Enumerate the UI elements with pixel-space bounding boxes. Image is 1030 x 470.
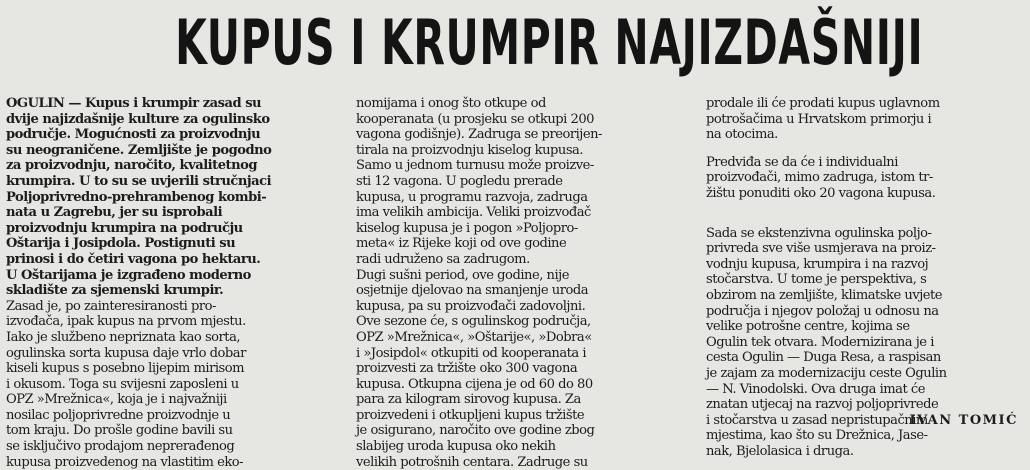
text-line: je osigurano, naročito ove godine zbog	[356, 423, 595, 439]
text-line: vagona godišnje). Zadruga se preorijen-	[356, 127, 602, 143]
text-line: proizvesti za tržište oko 300 vagona	[356, 361, 578, 377]
text-line: je zajam za modernizaciju ceste Ogulin	[706, 365, 947, 381]
text-line: nak, Bjelolasica i druga.	[706, 443, 854, 459]
text-line: nosilac poljoprivredne proizvodnje u	[6, 407, 231, 423]
text-line: Ogulin tek otvara. Modernizirana je i	[706, 334, 934, 350]
text-line: i »Josipdol« otkupiti od kooperanata i	[356, 345, 587, 361]
text-line: i okusom. Toga su svijesni zaposleni u	[6, 376, 239, 392]
text-line: područja i njegov položaj u odnosu na	[706, 303, 939, 319]
text-line: kiselog kupusa je i pogon »Poljopro-	[356, 220, 578, 236]
text-line: proizvedeni i otkupljeni kupus tržište	[356, 407, 585, 423]
text-line: Zasad je, po zainteresiranosti pro-	[6, 298, 216, 314]
text-line: su neograničene. Zemljište je pogodno	[6, 142, 272, 158]
text-line: ima velikih ambicija. Veliki proizvođač	[356, 205, 591, 221]
text-line: slabijeg uroda kupusa oko nekih	[356, 439, 556, 455]
text-line: žištu ponuditi oko 20 vagona kupusa.	[706, 185, 936, 201]
text-line: Iako je službeno nepriznata kao sorta,	[6, 329, 241, 345]
text-line: kupusa, pa su proizvođači zadovoljni.	[356, 298, 586, 314]
text-line: područje. Mogućnosti za proizvodnju	[6, 127, 261, 143]
paragraph-gap	[706, 143, 1024, 155]
text-line: privreda sve više usmjerava na proiz-	[706, 241, 936, 257]
text-line: cesta Ogulin — Duga Resa, a raspisan	[706, 350, 941, 366]
text-line: velike potrošne centre, kojima se	[706, 319, 910, 335]
text-line: para za kilogram sirovog kupusa. Za	[356, 392, 581, 408]
text-line: Ove sezone će, s ogulinskog područja,	[356, 314, 591, 330]
text-line: velikih potrošnih centara. Zadruge su	[356, 454, 588, 470]
article-column-2	[356, 96, 692, 470]
paragraph-gap	[706, 202, 1024, 226]
text-line: Poljoprivredno-prehrambenog kombi-	[6, 189, 267, 205]
text-line: ogulinska sorta kupusa daje vrlo dobar	[6, 345, 246, 361]
text-line: proizvodnju krumpira na području	[6, 220, 243, 236]
text-line: prodale ili će prodati kupus uglavnom	[706, 96, 940, 111]
text-line: i stočarstva u zasad nepristupačnim	[706, 412, 928, 428]
text-line: sti 12 vagona. U pogledu prerade	[356, 173, 563, 189]
text-line: OGULIN — Kupus i krumpir zasad su	[6, 96, 262, 111]
text-line: Predviđa se da će i individualni	[706, 154, 898, 170]
text-line: za proizvodnju, naročito, kvalitetnog	[6, 158, 257, 174]
text-line: se isključivo prodajom neprerađenog	[6, 439, 235, 455]
text-line: krumpira. U to su se uvjerili stručnjaci	[6, 173, 272, 189]
text-line: nomijama i onog što otkupe od	[356, 96, 546, 111]
article-column-1	[6, 96, 342, 470]
text-line: kiseli kupus s posebno lijepim mirisom	[6, 361, 245, 377]
text-line: Sada se ekstenzivna ogulinska poljo-	[706, 225, 932, 241]
text-line: kupusa, u programu razvoja, zadruga	[356, 189, 588, 205]
text-line: izvođača, ipak kupus na prvom mjestu.	[6, 314, 246, 330]
text-line: Samo u jednom turnusu može proizve-	[356, 158, 594, 174]
text-line: obzirom na zemljište, klimatske uvjete	[706, 287, 943, 303]
text-line: Oštarija i Josipdola. Postignuti su	[6, 236, 236, 252]
text-line: osjetnije djelovao na smanjenje uroda	[356, 283, 589, 299]
byline: IVAN TOMIĆ	[909, 413, 1018, 428]
text-line: nata u Zagrebu, jer su isprobali	[6, 205, 223, 221]
text-line: proizvođači, mimo zadruga, istom tr-	[706, 170, 933, 186]
text-line: prinosi i do četiri vagona po hektaru.	[6, 251, 261, 267]
text-line: U Oštarijama je izgrađeno moderno	[6, 267, 251, 283]
text-line: dvije najizdašnije kulture za ogulinsko	[6, 111, 270, 127]
text-line: — N. Vinodolski. Ova druga imat će	[706, 381, 925, 397]
text-line: skladište za sjemenski krumpir.	[6, 283, 224, 299]
text-line: tirala na proizvodnju kiselog kupusa.	[356, 142, 584, 158]
text-line: kupusa. Otkupna cijena je od 60 do 80	[356, 376, 593, 392]
article-column-3	[706, 96, 1024, 459]
text-line: vodnju kupusa, krumpira i na razvoj	[706, 256, 929, 272]
text-line: Dugi sušni period, ove godine, nije	[356, 267, 569, 283]
text-line: OPZ »Mrežnica«, »Oštarije«, »Dobra«	[356, 329, 592, 345]
text-line: OPZ »Mrežnica«, koja je i najvažniji	[6, 392, 227, 408]
headline: KUPUS I KRUMPIR NAJIZDAŠNIJI	[175, 6, 924, 79]
text-line: meta« iz Rijeke koji od ove godine	[356, 236, 567, 252]
text-line: znatan utjecaj na razvoj poljoprivrede	[706, 397, 939, 413]
text-line: stočarstva. U tome je perspektiva, s	[706, 272, 927, 288]
text-line: kupusa proizvedenog na vlastitim eko-	[6, 454, 244, 470]
text-line: kooperanata (u prosjeku se otkupi 200	[356, 111, 595, 127]
text-line: na otocima.	[706, 127, 778, 143]
text-line: potrošačima u Hrvatskom primorju i	[706, 111, 932, 127]
text-line: mjestima, kao što su Drežnica, Jase-	[706, 428, 928, 444]
text-line: radi udruženo sa zadrugom.	[356, 251, 530, 267]
text-line: tom kraju. Do prošle godine bavili su	[6, 423, 233, 439]
